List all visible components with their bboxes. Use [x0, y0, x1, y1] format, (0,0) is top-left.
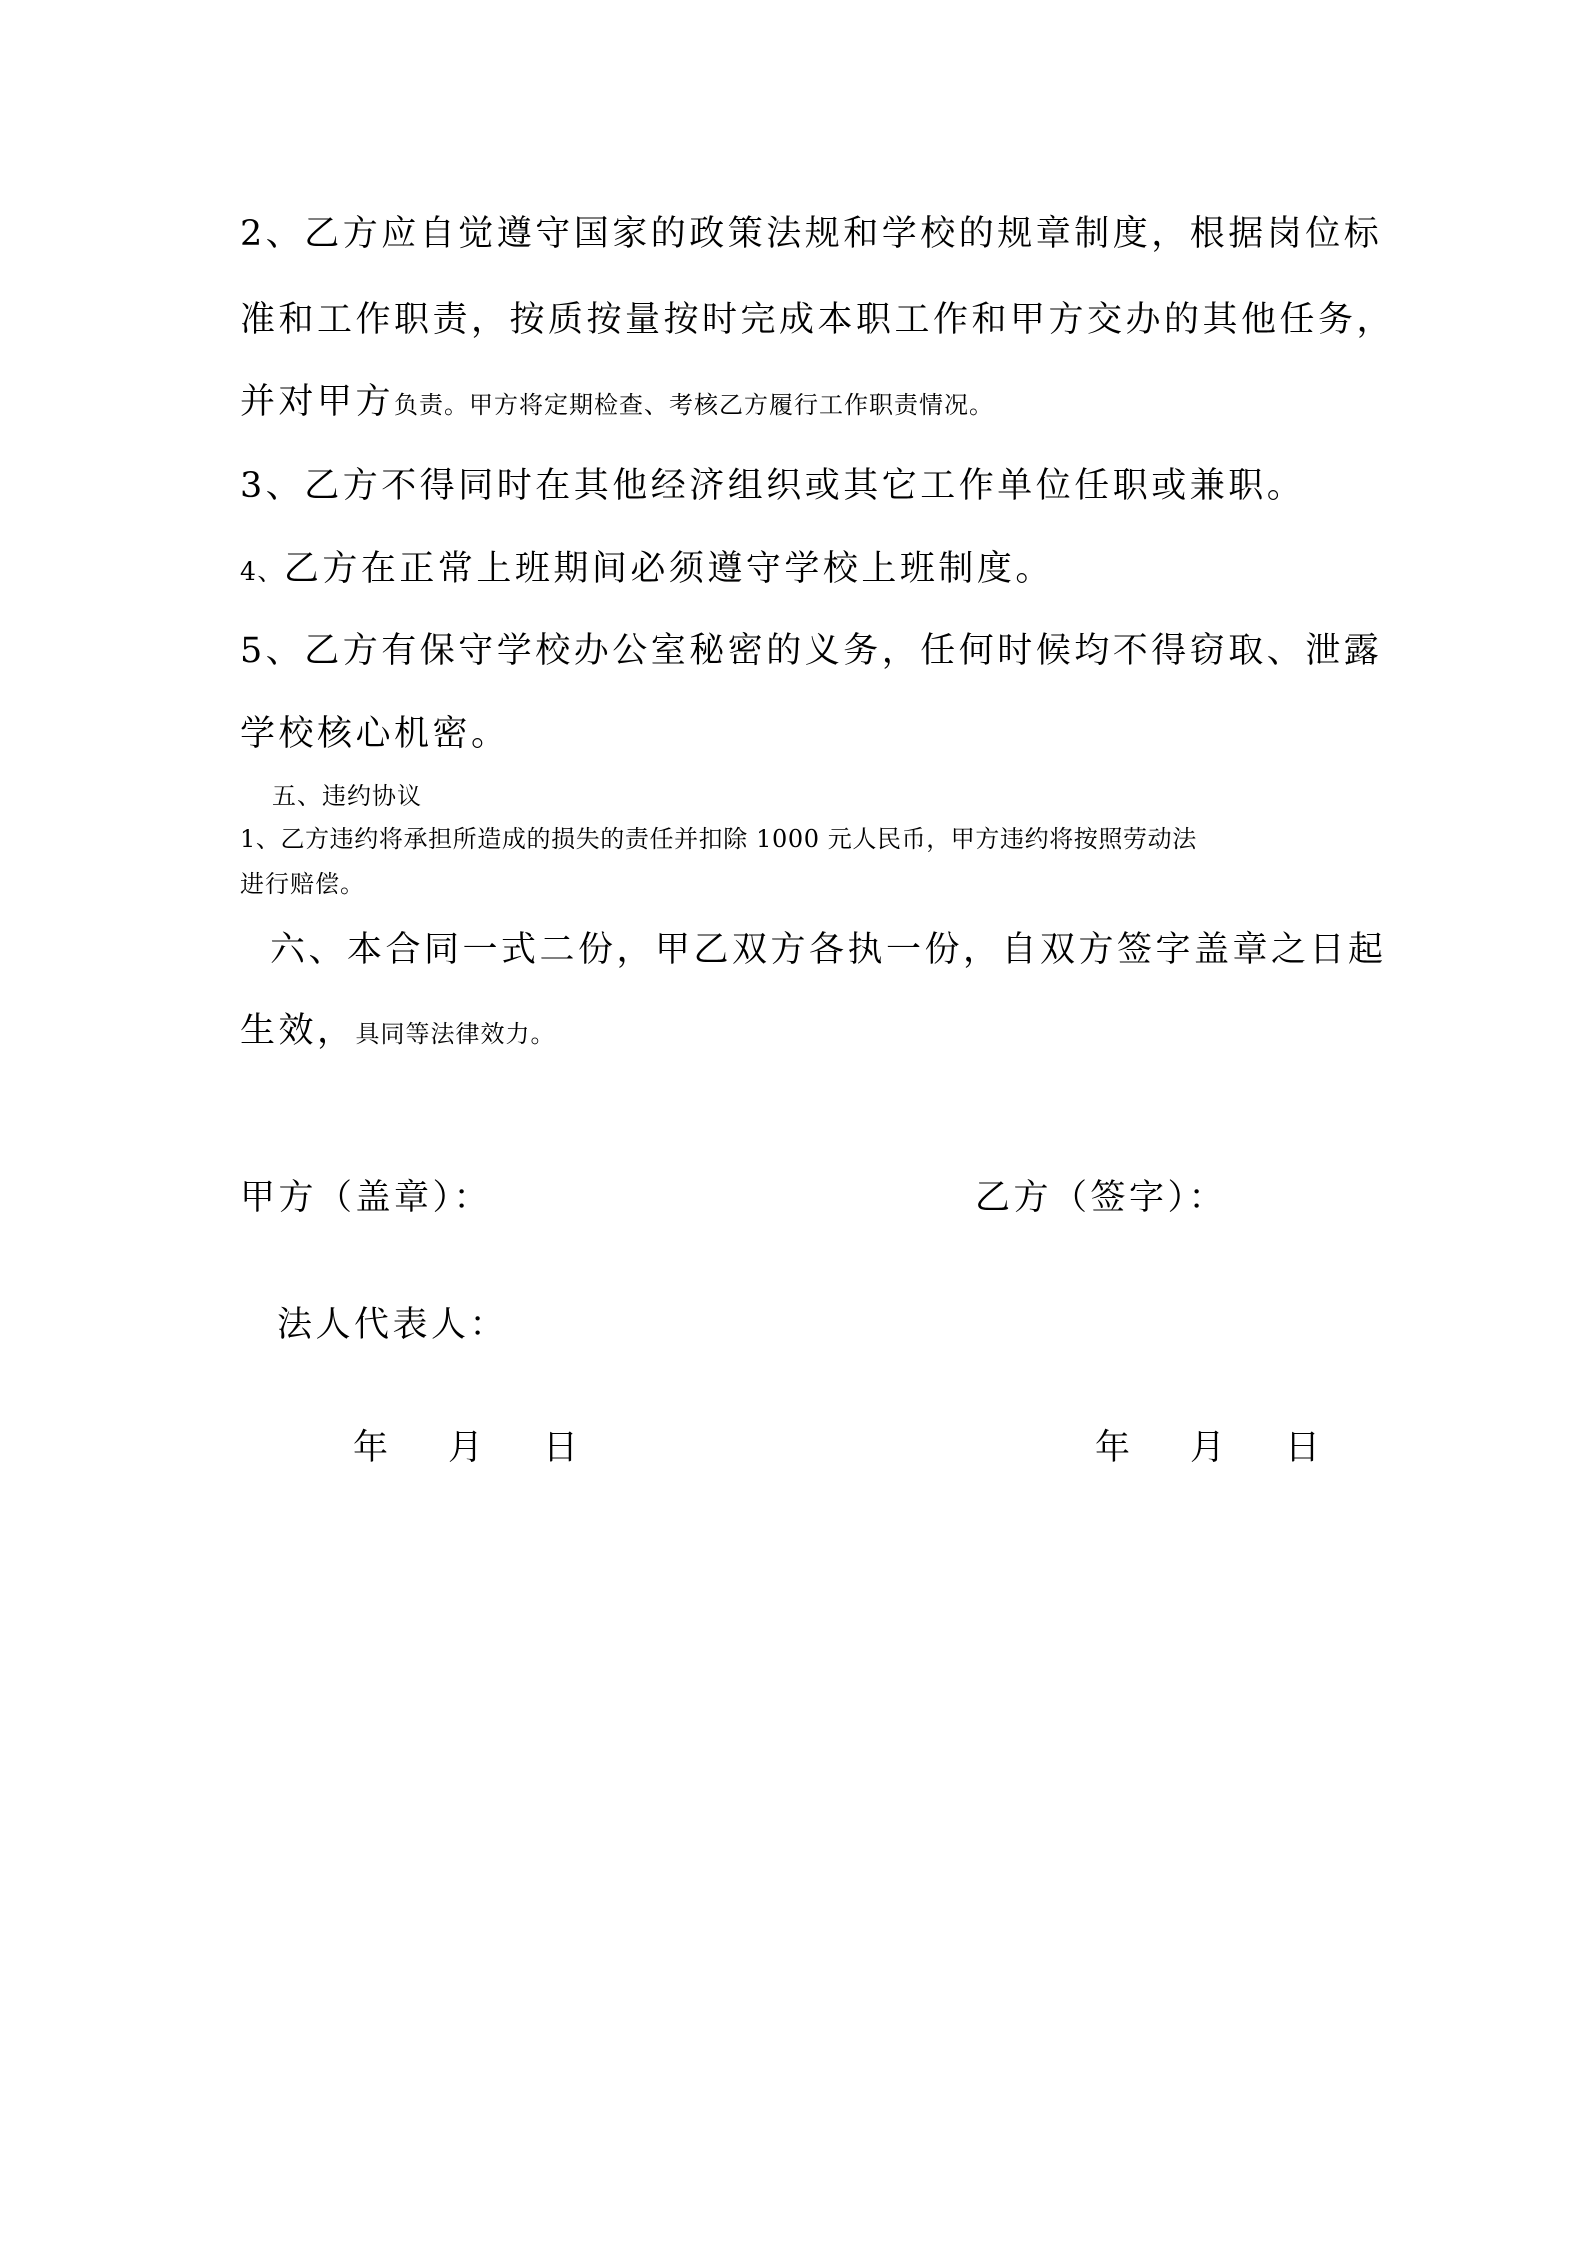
effect-line-2-small: 具同等法律效力。	[355, 1020, 556, 1048]
party-b-year: 年	[1095, 1428, 1131, 1468]
party-a-seal-label: 甲方（盖章）：	[240, 1178, 493, 1218]
legal-representative-label: 法人代表人：	[277, 1305, 509, 1345]
party-a-month: 月	[448, 1428, 484, 1468]
clause-5-line-1: 5、乙方有保守学校办公室秘密的义务，任何时候均不得窃取、泄露	[240, 631, 1383, 671]
party-b-month: 月	[1190, 1428, 1226, 1468]
clause-2-line-1: 2、乙方应自觉遵守国家的政策法规和学校的规章制度，根据岗位标	[240, 214, 1383, 254]
effect-line-2	[240, 1009, 556, 1053]
party-a-day: 日	[543, 1428, 579, 1468]
clause-3: 3、乙方不得同时在其他经济组织或其它工作单位任职或兼职。	[240, 466, 1306, 506]
party-b-day: 日	[1285, 1428, 1321, 1468]
clause-2-line-3-small: 负责。甲方将定期检查、考核乙方履行工作职责情况。	[394, 391, 995, 419]
party-b-sign-label: 乙方（签字）：	[975, 1178, 1228, 1218]
effect-line-1: 六、本合同一式二份，甲乙双方各执一份，自双方签字盖章之日起	[270, 930, 1387, 970]
clause-4	[240, 547, 1054, 594]
breach-line-2: 进行赔偿。	[240, 870, 365, 898]
clause-2-line-3-main: 并对甲方	[240, 382, 395, 422]
party-a-year: 年	[353, 1428, 389, 1468]
clause-2-line-3	[240, 380, 994, 424]
effect-line-2-main: 生效，	[240, 1011, 356, 1051]
breach-line-1: 1、乙方违约将承担所造成的损失的责任并扣除 1000 元人民币，甲方违约将按照劳动法	[240, 825, 1197, 853]
clause-5-line-2: 学校核心机密。	[240, 714, 510, 754]
clause-4-text: 乙方在正常上班期间必须遵守学校上班制度。	[283, 549, 1054, 589]
clause-4-number: 4、	[240, 557, 284, 586]
breach-heading: 五、违约协议	[272, 782, 422, 810]
clause-2-line-2: 准和工作职责，按质按量按时完成本职工作和甲方交办的其他任务，	[240, 300, 1396, 340]
